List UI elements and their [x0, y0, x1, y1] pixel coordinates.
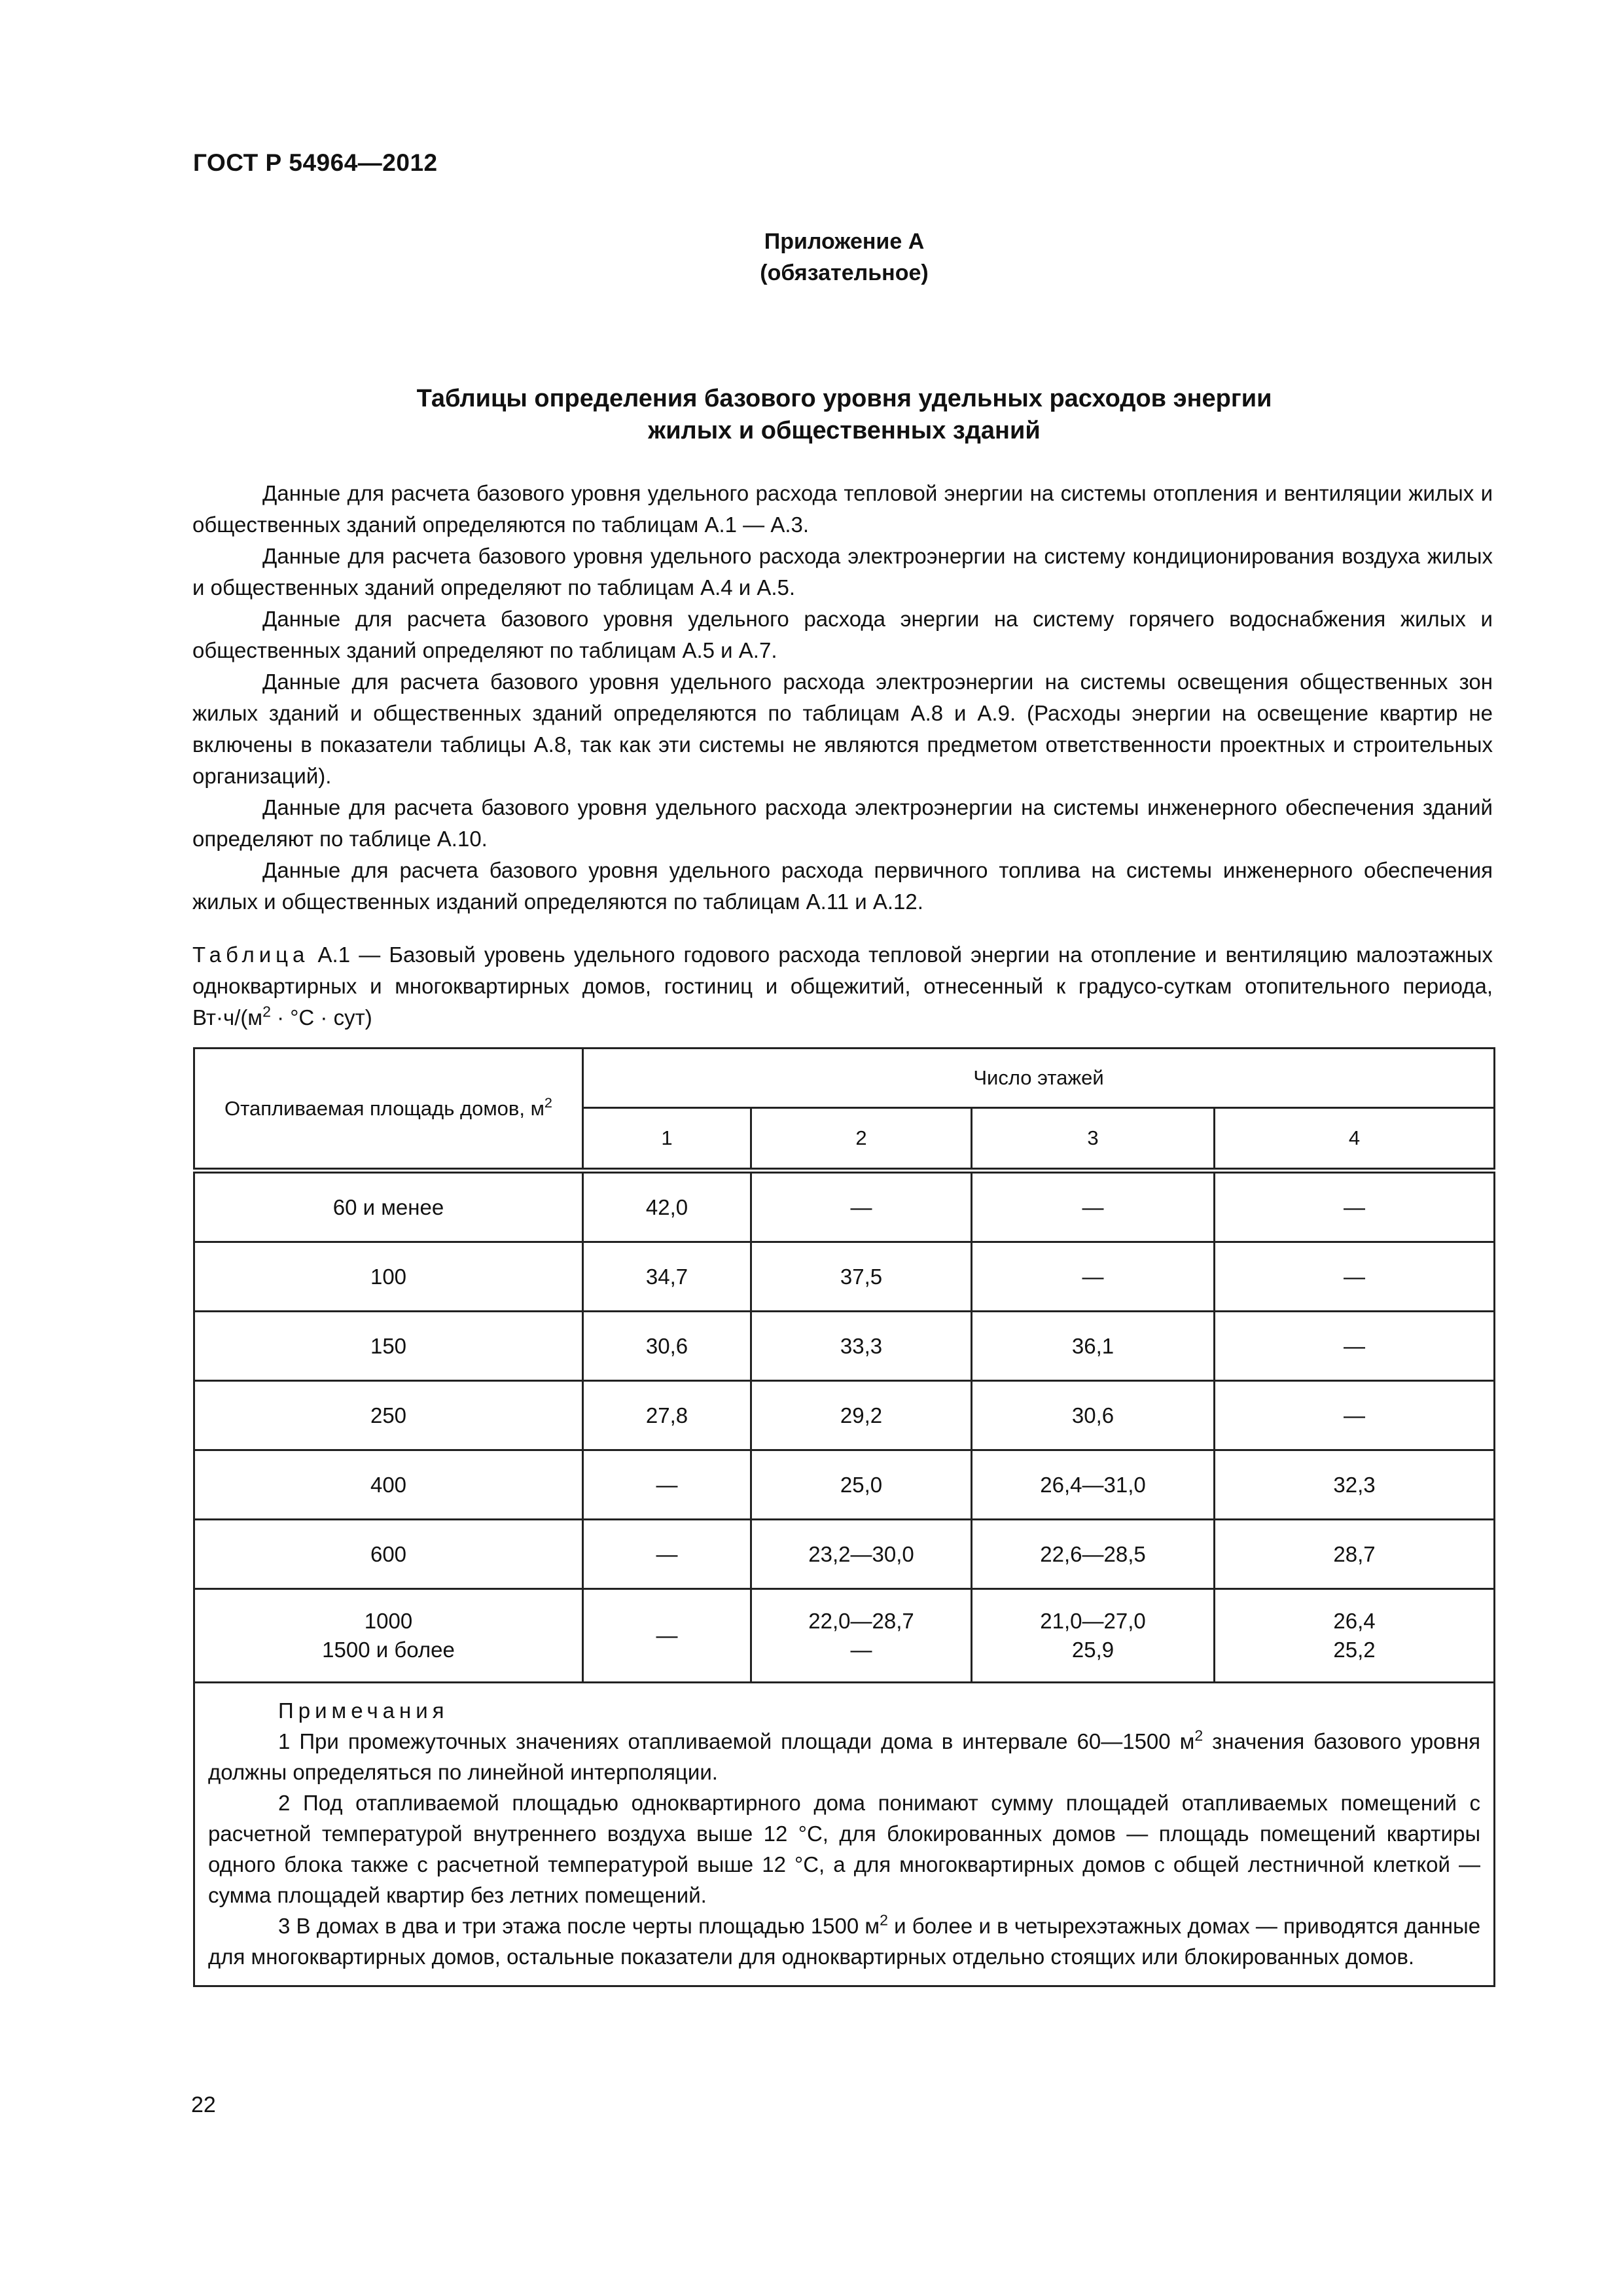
- data-table: [193, 1047, 1495, 1987]
- area-cell: 100: [194, 1242, 583, 1312]
- table-caption-text: А.1 — Базовый уровень удельного годового расхода тепловой энергии на отопление и вентиляцию малоэтажных одноквартирных и многоквартирных домов, гостиниц и общежитий, отнесенный к градусо-суткам отопительного периода, Вт·ч/(м: [192, 942, 1493, 1030]
- value-cell: 26,4—31,0: [972, 1450, 1215, 1520]
- value-cell: 37,5: [751, 1242, 972, 1312]
- area-column-header: Отапливаемая площадь домов, $м^2$: [194, 1049, 583, 1171]
- table-row: [194, 1520, 1495, 1589]
- value-cell: 29,2: [751, 1381, 972, 1450]
- floors-column-header: Число этажей: [583, 1049, 1495, 1108]
- notes-title: Примечания: [278, 1698, 449, 1723]
- value-cell: —: [583, 1450, 751, 1520]
- value-cell: 36,1: [972, 1312, 1215, 1381]
- value-cell: —: [1215, 1381, 1495, 1450]
- value-cell: 28,7: [1215, 1520, 1495, 1589]
- table-row: [194, 1312, 1495, 1381]
- intro-paragraph: Данные для расчета базового уровня удельного расхода первичного топлива на системы инженерного обеспечения жилых и общественных изданий определяются по таблицам А.11 и А.12.: [192, 858, 1493, 914]
- value-cell: —: [972, 1242, 1215, 1312]
- note-item: 3 В домах в два и три этажа после черты площадью 1500 $м^2$ и более и в четырехэтажных домах — приводятся данные для многоквартирных домов, остальные показатели для одноквартирных отдельно стоящих или блокированных домов.: [208, 1911, 1481, 1969]
- value-cell: 30,6: [583, 1312, 751, 1381]
- value-cell: 26,4 25,2: [1215, 1589, 1495, 1683]
- area-cell: 150: [194, 1312, 583, 1381]
- notes-row: [194, 1683, 1495, 1986]
- caption-superscript: 2: [262, 1003, 271, 1020]
- area-cell: 250: [194, 1381, 583, 1450]
- appendix-title: [0, 383, 1623, 447]
- title-line-1: Таблицы определения базового уровня удельных расходов энергии: [416, 385, 1272, 412]
- area-cell: 1000 1500 и более: [194, 1589, 583, 1683]
- area-cell: 60 и менее: [194, 1171, 583, 1242]
- table-caption-text-end: · °С · сут): [270, 1005, 372, 1030]
- value-cell: 22,0—28,7 —: [751, 1589, 972, 1683]
- title-line-2: жилых и общественных зданий: [648, 417, 1041, 444]
- intro-paragraph: Данные для расчета базового уровня удельного расхода энергии на систему горячего водоснабжения жилых и общественных зданий определяют по таблицам А.5 и А.7.: [192, 607, 1493, 662]
- intro-paragraph: Данные для расчета базового уровня удельного расхода электроэнергии на систему кондиционирования воздуха жилых и общественных зданий определяют по таблицам А.4 и А.5.: [192, 544, 1493, 600]
- floor-number-header: 4: [1215, 1108, 1495, 1171]
- page-number: 22: [191, 2092, 216, 2117]
- intro-text: [192, 478, 1493, 918]
- value-cell: —: [1215, 1312, 1495, 1381]
- value-cell: 23,2—30,0: [751, 1520, 972, 1589]
- value-cell: —: [972, 1171, 1215, 1242]
- table-notes: [194, 1683, 1495, 1986]
- table-row: [194, 1171, 1495, 1242]
- value-cell: 33,3: [751, 1312, 972, 1381]
- value-cell: —: [1215, 1242, 1495, 1312]
- appendix-status: (обязательное): [760, 260, 929, 285]
- table-caption-label: Таблица: [192, 942, 310, 967]
- floor-number-header: 1: [583, 1108, 751, 1171]
- floor-number-header: 2: [751, 1108, 972, 1171]
- value-cell: 32,3: [1215, 1450, 1495, 1520]
- area-cell: 400: [194, 1450, 583, 1520]
- value-cell: 42,0: [583, 1171, 751, 1242]
- table-row: [194, 1242, 1495, 1312]
- appendix-heading: [0, 226, 1623, 289]
- value-cell: 27,8: [583, 1381, 751, 1450]
- intro-paragraph: Данные для расчета базового уровня удельного расхода тепловой энергии на системы отопления и вентиляции жилых и общественных зданий определяются по таблицам А.1 — А.3.: [192, 481, 1493, 537]
- table-row: [194, 1589, 1495, 1683]
- area-cell: 600: [194, 1520, 583, 1589]
- value-cell: —: [751, 1171, 972, 1242]
- intro-paragraph: Данные для расчета базового уровня удельного расхода электроэнергии на системы освещения общественных зон жилых зданий и общественных зданий определяются по таблицам А.8 и А.9. (Расходы энергии на освещение квартир не включены в показатели таблицы А.8, так как эти системы не являются предметом ответственности проектных и строительных организаций).: [192, 670, 1493, 788]
- value-cell: 25,0: [751, 1450, 972, 1520]
- intro-paragraph: Данные для расчета базового уровня удельного расхода электроэнергии на системы инженерного обеспечения зданий определяют по таблице А.10.: [192, 795, 1493, 851]
- value-cell: 34,7: [583, 1242, 751, 1312]
- table-row: [194, 1381, 1495, 1450]
- note-item: 2 Под отапливаемой площадью одноквартирного дома понимают сумму площадей отапливаемых помещений с расчетной температурой внутреннего воздуха выше 12 °С, для блокированных домов — площадь помещений квартиры одного блока также с расчетной температурой выше 12 °С, а для многоквартирных домов с общей лестничной клеткой — сумма площадей квартир без летних помещений.: [208, 1791, 1481, 1907]
- table-caption: [192, 939, 1493, 1033]
- value-cell: —: [583, 1589, 751, 1683]
- table-header-row: [194, 1049, 1495, 1108]
- note-item: 1 При промежуточных значениях отапливаемой площади дома в интервале 60—1500 $м^2$ значения базового уровня должны определяться по линейной интерполяции.: [208, 1727, 1481, 1784]
- value-cell: 30,6: [972, 1381, 1215, 1450]
- value-cell: —: [1215, 1171, 1495, 1242]
- floor-number-header: 3: [972, 1108, 1215, 1171]
- value-cell: 21,0—27,0 25,9: [972, 1589, 1215, 1683]
- value-cell: —: [583, 1520, 751, 1589]
- appendix-label: Приложение А: [764, 229, 925, 254]
- value-cell: 22,6—28,5: [972, 1520, 1215, 1589]
- table-row: [194, 1450, 1495, 1520]
- document-code: ГОСТ Р 54964—2012: [193, 149, 438, 176]
